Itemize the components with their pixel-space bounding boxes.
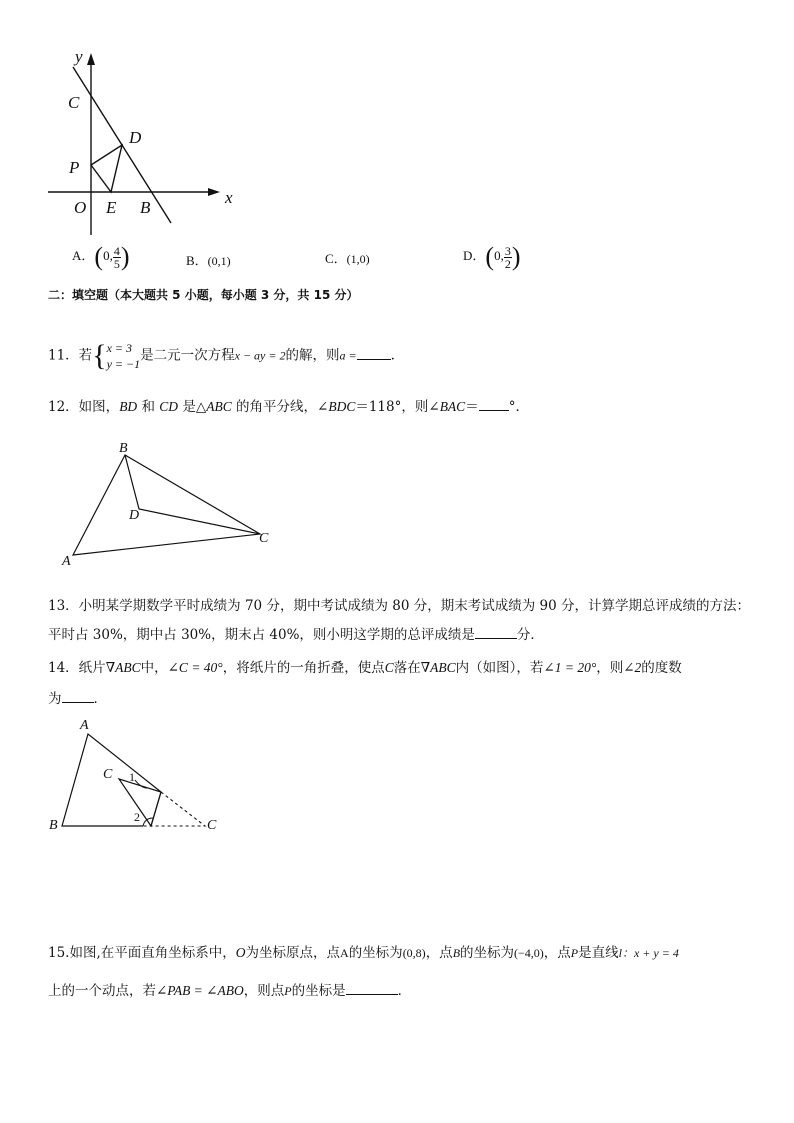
triangle-abc-svg [55, 440, 285, 575]
q15-mid4: 的坐标为 [460, 945, 515, 961]
label-o: O [74, 198, 87, 217]
q12-eq: ＝ [465, 399, 479, 415]
q12-bisector: 的角平分线，∠ [231, 399, 329, 415]
q14-answer-blank[interactable] [62, 690, 94, 703]
option-c-letter: C． [325, 251, 347, 266]
label-c: C [68, 93, 80, 112]
label-a: A [80, 718, 89, 733]
q15-o: O [235, 945, 246, 960]
q11-eq1: x = 3 [106, 341, 133, 355]
q14-pre: 14．纸片 [48, 660, 106, 676]
q15-dot: ． [397, 983, 412, 999]
q14-mid1: 中， [140, 660, 168, 676]
option-b-letter: B． [186, 253, 208, 268]
question-13-line2 [48, 626, 544, 644]
q12-and: 和 [137, 399, 160, 415]
option-d-den: 2 [504, 256, 511, 271]
label-d: D [129, 128, 142, 147]
q12-abc: ABC [206, 399, 232, 414]
figure-coordinate-diagram [40, 45, 250, 245]
q14-end: 的度数 [641, 660, 682, 676]
q15-mid6: 是直线 [578, 945, 619, 961]
label-y: y [75, 47, 83, 66]
q15-b: B [452, 946, 461, 960]
option-d-num: 3 [504, 243, 511, 258]
option-a-num: 4 [113, 243, 120, 258]
q14-mid2: ，将纸片的一角折叠，使点 [222, 660, 385, 676]
label-angle-2: 2 [134, 810, 140, 824]
x-axis-arrow [208, 188, 220, 196]
option-c-value: (1,0) [346, 252, 370, 266]
q11-equation: x − ay = 2 [234, 348, 286, 363]
q11-brace: { [92, 339, 107, 372]
label-e: E [106, 198, 117, 217]
q13-line2-post: 分． [516, 627, 544, 643]
q15-answer-blank[interactable] [346, 982, 398, 995]
q11-answer-blank[interactable] [357, 347, 391, 360]
q15-coord-a: (0,8) [402, 946, 426, 960]
fold-line [151, 792, 161, 826]
question-12 [48, 398, 529, 416]
option-c [325, 248, 370, 267]
question-14-line2 [48, 690, 107, 708]
option-d: D．(0, $\frac{3}{2}$ ) [463, 242, 521, 271]
q15-end: 的坐标是 [291, 983, 346, 999]
q15-mid3: ，点 [425, 945, 453, 961]
label-a: A [62, 554, 71, 569]
section-title: 二：填空题（本大题共 5 小题，每小题 3 分，共 15 分） [48, 288, 359, 302]
question-11 [48, 340, 395, 372]
q11-eq2: y = −1 [106, 357, 141, 371]
label-c: C [259, 531, 269, 546]
q12-bdc: BDC [328, 399, 356, 414]
folded-corner [119, 779, 161, 826]
label-b: B [140, 198, 151, 217]
q11-tail: 的解，则 [285, 347, 340, 364]
option-d-letter: D． [463, 247, 486, 263]
label-d: D [129, 508, 140, 523]
q15-l: l [618, 946, 622, 960]
question-15-line1 [48, 944, 679, 962]
q14-tri2: ∇ABC [420, 660, 456, 675]
q14-ask: ∠2 [623, 660, 642, 675]
figure-triangle-abc [55, 440, 285, 575]
q15-a: A [340, 946, 349, 960]
option-b [186, 250, 231, 269]
q13-line2-pre: 平时占 30%，期中占 30%，期末占 40%，则小明这学期的总评成绩是 [48, 627, 475, 643]
option-a-den: 5 [113, 256, 120, 271]
q14-mid3: 落在 [393, 660, 421, 676]
q12-answer-blank[interactable] [479, 398, 509, 411]
label-b: B [49, 818, 58, 833]
question-15-line2 [48, 982, 411, 1000]
q12-cd: CD [159, 399, 179, 414]
option-d-x: 0 [494, 247, 501, 263]
y-axis-arrow [87, 53, 95, 65]
q14-cond: ∠C = 40° [167, 660, 223, 675]
question-13-line1: 13．小明某学期数学平时成绩为 70 分，期中考试成绩为 80 分，期末考试成绩为 90 分，计算学期总评成绩的方法： [48, 598, 750, 614]
q14-dot: ． [93, 691, 107, 707]
label-angle-1: 1 [129, 770, 135, 784]
q13-answer-blank[interactable] [475, 626, 517, 639]
q15-line: ：x + y = 4 [621, 946, 679, 960]
q12-bd: BD [119, 399, 138, 414]
figure-folded-triangle [45, 718, 235, 843]
q15-pre: 15.如图,在平面直角坐标系中， [48, 945, 236, 961]
question-14-line1 [48, 659, 682, 677]
option-a: A．(0, $\frac{4}{5}$ ) [72, 242, 130, 271]
q11-number: 11．若 [48, 347, 93, 364]
q12-bac: BAC [439, 399, 466, 414]
q11-var: a = [339, 348, 357, 363]
label-c-folded: C [103, 767, 113, 782]
option-a-fraction [113, 245, 121, 270]
q15-p: P [570, 946, 579, 960]
q15-mid1: 为坐标原点，点 [245, 945, 341, 961]
q14-tri1: ∇ABC [105, 660, 141, 675]
triangle-pde [91, 145, 122, 192]
q15-p2: P [284, 984, 292, 998]
q14-mid4: 内（如图），若 [455, 660, 544, 676]
q12-pre: 12．如图， [48, 399, 120, 415]
label-p: P [69, 158, 80, 177]
label-b: B [119, 441, 128, 456]
q12-value: ＝118°，则∠ [355, 399, 440, 415]
q12-is: 是△ [178, 399, 207, 415]
option-a-x: 0 [103, 247, 110, 263]
q15-mid7: ，则点 [243, 983, 285, 999]
label-x: x [225, 188, 233, 207]
q11-system [107, 340, 141, 372]
option-d-fraction [504, 245, 512, 270]
q15-cond: ∠PAB = ∠ABO [156, 983, 244, 998]
q14-mid5: ，则 [596, 660, 624, 676]
q15-line2-pre: 上的一个动点，若 [48, 983, 156, 999]
option-a-letter: A． [72, 247, 95, 263]
q11-end: . [390, 347, 395, 364]
q15-mid5: ，点 [543, 945, 571, 961]
q14-line2: 为 [48, 691, 62, 707]
label-c: C [207, 818, 217, 833]
q14-cond2: ∠1 = 20° [543, 660, 597, 675]
q15-mid2: 的坐标为 [348, 945, 403, 961]
q15-coord-b: (−4,0) [514, 946, 544, 960]
option-b-value: (0,1) [207, 254, 231, 268]
q14-c: C [384, 660, 394, 675]
q10-options [72, 240, 552, 274]
q11-mid: 是二元一次方程 [140, 347, 235, 364]
q12-deg: °． [508, 399, 529, 415]
triangle-abc [73, 455, 260, 555]
